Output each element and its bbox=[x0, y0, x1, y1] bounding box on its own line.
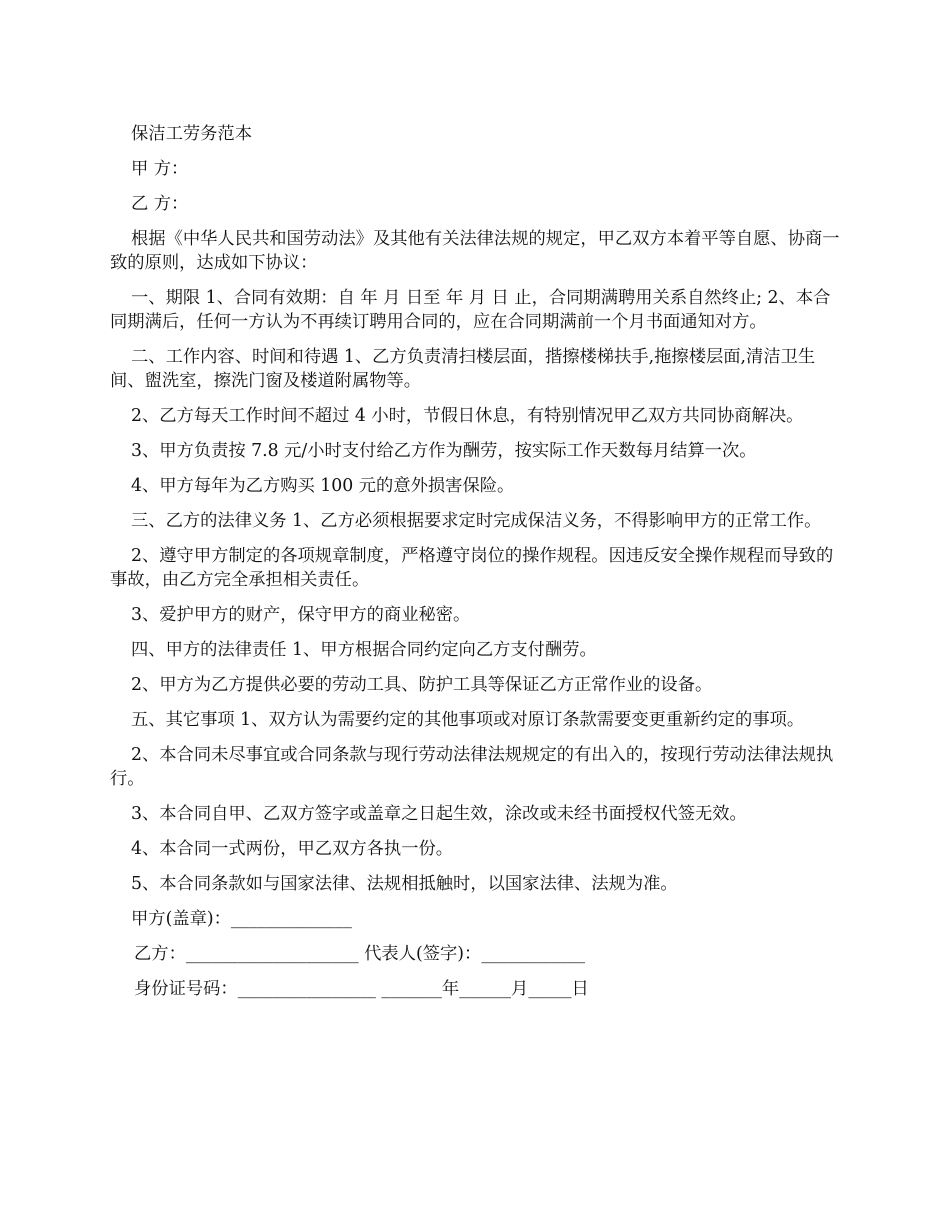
paragraph: 3、爱护甲方的财产，保守甲方的商业秘密。 bbox=[131, 605, 471, 625]
paragraph: 4、本合同一式两份，甲乙双方各执一份。 bbox=[131, 839, 454, 859]
party-b-representative-label: 乙方：____________________ 代表人(签字)：____________ bbox=[134, 944, 586, 964]
paragraph: 4、甲方每年为乙方购买 100 元的意外损害保险。 bbox=[131, 476, 515, 496]
party-a-line: 甲 方： bbox=[131, 159, 189, 179]
signature-party-b bbox=[110, 942, 840, 966]
paragraph: 一、期限 1、合同有效期：自 年 月 日至 年 月 日 止，合同期满聘用关系自然终止; 2、本合同期满后，任何一方认为不再续订聘用合同的，应在合同期满前一个月书面通知对方。 bbox=[110, 288, 831, 332]
paragraph: 五、其它事项 1、双方认为需要约定的其他事项或对原订条款需要变更重新约定的事项。 bbox=[131, 710, 805, 730]
signature-party-a bbox=[110, 907, 840, 931]
paragraph: 四、甲方的法律责任 1、甲方根据合同约定向乙方支付酬劳。 bbox=[131, 640, 597, 660]
contract-body bbox=[110, 122, 840, 1012]
signature-id-date bbox=[110, 977, 840, 1001]
id-number-date-label: 身份证号码：________________ _______年______月_____日 bbox=[134, 979, 589, 999]
paragraph: 三、乙方的法律义务 1、乙方必须根据要求定时完成保洁义务，不得影响甲方的正常工作。 bbox=[131, 511, 822, 531]
paragraph: 2、遵守甲方制定的各项规章制度，严格遵守岗位的操作规程。因违反安全操作规程而导致的事故，由乙方完全承担相关责任。 bbox=[110, 546, 834, 590]
document-title: 保洁工劳务范本 bbox=[131, 124, 252, 144]
paragraph: 二、工作内容、时间和待遇 1、乙方负责清扫楼层面，揩擦楼梯扶手,拖擦楼层面,清洁卫生间、盥洗室，擦洗门窗及楼道附属物等。 bbox=[110, 347, 816, 391]
paragraph: 3、本合同自甲、乙双方签字或盖章之日起生效，涂改或未经书面授权代签无效。 bbox=[131, 804, 747, 824]
paragraph: 2、本合同未尽事宜或合同条款与现行劳动法律法规规定的有出入的，按现行劳动法律法规执行。 bbox=[110, 745, 834, 789]
paragraph: 5、本合同条款如与国家法律、法规相抵触时，以国家法律、法规为准。 bbox=[131, 874, 678, 894]
paragraph: 2、甲方为乙方提供必要的劳动工具、防护工具等保证乙方正常作业的设备。 bbox=[131, 675, 713, 695]
paragraph: 根据《中华人民共和国劳动法》及其他有关法律法规的规定，甲乙双方本着平等自愿、协商一致的原则，达成如下协议： bbox=[110, 229, 840, 273]
paragraph: 3、甲方负责按 7.8 元/小时支付给乙方作为酬劳，按实际工作天数每月结算一次。 bbox=[131, 441, 757, 461]
paragraph: 2、乙方每天工作时间不超过 4 小时，节假日休息，有特别情况甲乙双方共同协商解决。 bbox=[131, 406, 804, 426]
party-a-seal-label: 甲方(盖章)：______________ bbox=[131, 909, 352, 929]
party-b-line: 乙 方： bbox=[131, 194, 189, 214]
